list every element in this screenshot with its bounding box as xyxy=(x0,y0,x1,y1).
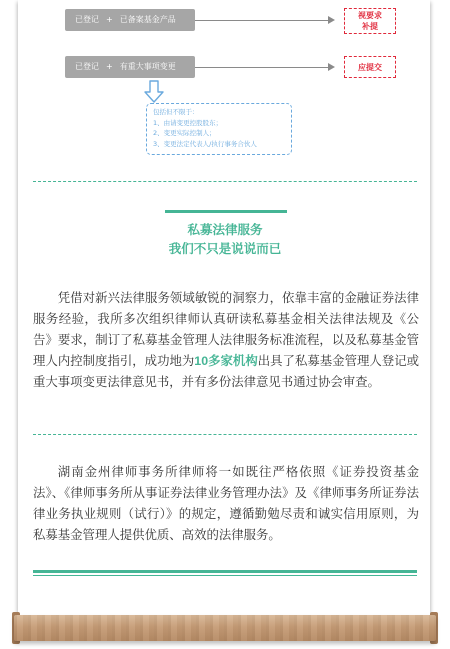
note-item: 2、变更实际控制人； xyxy=(153,129,216,137)
note-item: 3、变更法定代表人/执行事务合伙人 xyxy=(153,139,257,148)
intro-paragraph xyxy=(33,288,419,393)
note-item: 1、由请变更控股股东； xyxy=(153,118,223,127)
bottom-accent-bar xyxy=(33,570,417,573)
scroll-roller xyxy=(14,615,436,641)
result-text-line1: 视要求 xyxy=(358,11,382,20)
flow-box-right-text: 已备案基金产品 xyxy=(119,15,176,24)
commitment-paragraph: 湖南金州律师事务所律师将一如既往严格依照《证券投资基金法》、《律师事务所从事证券法律业务管理办法》及《律师事务所证券法律业务执业规则（试行）》的规定，遵循勤勉尽责和诚实信用原则，为私募基金管理人提供优质、高效的法律服务。 xyxy=(33,465,419,542)
flow-arrow-line-1 xyxy=(195,20,328,21)
flow-arrow-head-1 xyxy=(328,16,335,24)
flow-arrow-head-2 xyxy=(328,63,335,71)
flow-plus-sign: + xyxy=(106,15,113,24)
title-accent-bar xyxy=(165,210,287,213)
result-text: 应提交 xyxy=(358,62,382,72)
result-text-line2: 补提 xyxy=(362,22,378,31)
flow-box-right-text: 有重大事项变更 xyxy=(119,62,176,71)
intro-text: 凭借对新兴法律服务领域敏锐的洞察力，依靠丰富的金融证券法律服务经验，我所多次组织律师认真研读私募基金相关法律法规及《公告》要求，制订了私募基金管理人法律服务标准流程，以及私募基金管理人内控制度指引，成功地为 xyxy=(33,291,419,368)
flow-box-left-text: 已登记 xyxy=(75,62,99,71)
intro-text-end: 出具了私募基金管理人登记或重大事项变更法律意见书，并有多份法律意见书通过协会审查。 xyxy=(33,354,420,389)
section-title: 私募法律服务 xyxy=(187,223,263,237)
change-items-note xyxy=(146,103,292,155)
flow-plus-sign: + xyxy=(106,62,113,71)
section-subtitle: 我们不只是说说而已 xyxy=(168,242,282,256)
bottom-accent-line xyxy=(33,575,417,576)
dashed-divider xyxy=(33,434,417,435)
result-box-supplement xyxy=(344,8,396,34)
flow-arrow-line-2 xyxy=(195,67,328,68)
flow-box-major-change xyxy=(65,56,195,78)
result-box-submit xyxy=(344,56,396,78)
down-arrow-icon xyxy=(142,80,166,104)
flow-box-registered-product xyxy=(65,9,195,31)
institution-count-highlight: 10多家机构 xyxy=(194,354,258,368)
dashed-divider xyxy=(33,181,417,182)
note-heading: 包括但不限于： xyxy=(153,108,199,116)
flow-box-left-text: 已登记 xyxy=(75,15,99,24)
